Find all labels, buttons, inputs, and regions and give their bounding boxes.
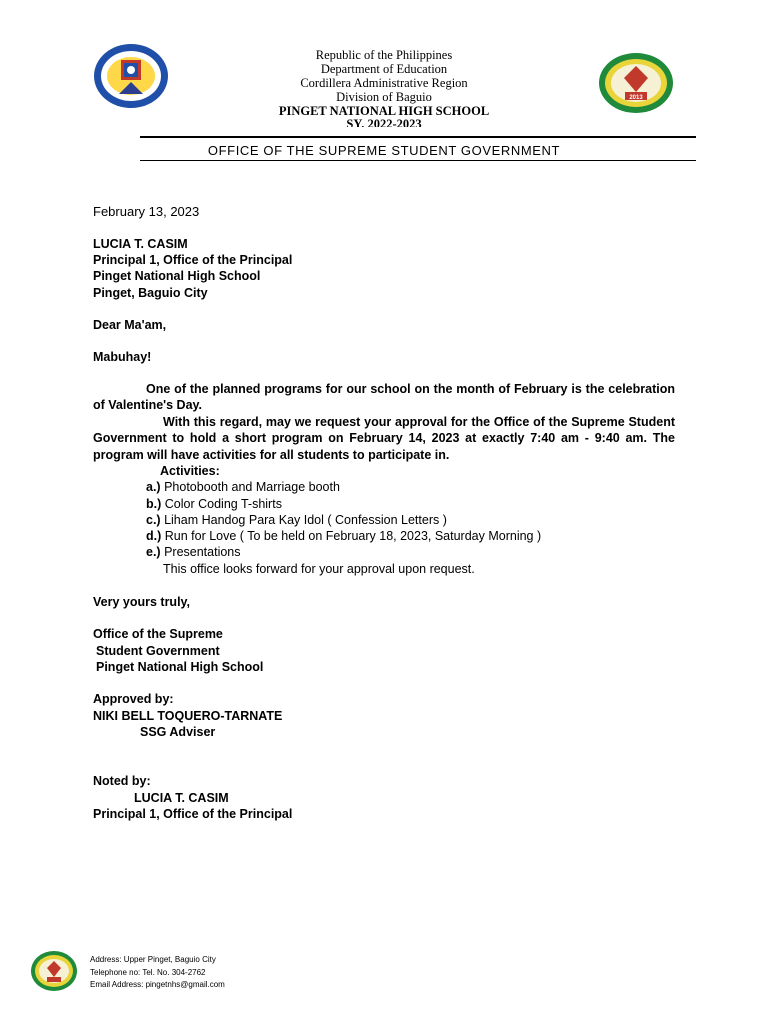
paragraph-closing: This office looks forward for your approval upon request. bbox=[163, 562, 475, 576]
header-department: Department of Education bbox=[320, 62, 448, 76]
activity-item bbox=[146, 528, 541, 544]
activity-text: Liham Handog Para Kay Idol ( Confession Letters ) bbox=[164, 513, 447, 527]
approved-name: NIKI BELL TOQUERO-TARNATE bbox=[93, 709, 283, 723]
signature-line-3: Pinget National High School bbox=[96, 660, 264, 674]
activities-title: Activities: bbox=[160, 464, 220, 478]
activity-item bbox=[146, 512, 447, 528]
activity-text: Photobooth and Marriage booth bbox=[164, 480, 340, 494]
recipient-school: Pinget National High School bbox=[93, 269, 261, 283]
activity-text: Run for Love ( To be held on February 18, 2023, Saturday Morning ) bbox=[164, 529, 542, 543]
header-school-year: SY. 2022-2023 bbox=[346, 117, 422, 127]
header-divider-bottom bbox=[140, 160, 696, 161]
letter-date: February 13, 2023 bbox=[93, 204, 200, 219]
activity-letter: c.) bbox=[146, 513, 161, 527]
approved-title: SSG Adviser bbox=[140, 725, 216, 739]
activity-letter: b.) bbox=[146, 497, 162, 511]
activity-item bbox=[146, 544, 241, 560]
noted-title: Principal 1, Office of the Principal bbox=[93, 807, 293, 821]
header-divider-top bbox=[140, 136, 696, 138]
paragraph-request: With this regard, may we request your approval for the Office of the Supreme Student Government to hold a short program on February 14, 2023 at exactly 7:40 am - 9:40 am. The program will have activities for all students to participate in. bbox=[93, 415, 675, 462]
svg-text:2013: 2013 bbox=[629, 95, 643, 101]
activity-letter: e.) bbox=[146, 545, 161, 559]
activity-text: Presentations bbox=[164, 545, 241, 559]
signature-line-1: Office of the Supreme bbox=[93, 627, 223, 641]
noted-name: LUCIA T. CASIM bbox=[134, 791, 229, 805]
activity-letter: d.) bbox=[146, 529, 162, 543]
activity-item bbox=[146, 479, 340, 495]
signature-line-2: Student Government bbox=[96, 644, 220, 658]
recipient-position: Principal 1, Office of the Principal bbox=[93, 253, 293, 267]
header-division: Division of Baguio bbox=[336, 90, 432, 104]
approved-label: Approved by: bbox=[93, 692, 174, 706]
footer-school-logo bbox=[30, 950, 78, 992]
noted-label: Noted by: bbox=[93, 774, 151, 788]
footer-telephone: Telephone no: Tel. No. 304-2762 bbox=[90, 968, 206, 977]
header-region: Cordillera Administrative Region bbox=[300, 76, 468, 90]
activity-text: Color Coding T-shirts bbox=[164, 497, 282, 511]
salutation: Dear Ma'am, bbox=[93, 318, 167, 332]
header-school-name: PINGET NATIONAL HIGH SCHOOL bbox=[278, 104, 490, 118]
header-republic: Republic of the Philippines bbox=[315, 48, 453, 62]
footer-address: Address: Upper Pinget, Baguio City bbox=[90, 955, 216, 964]
recipient-name: LUCIA T. CASIM bbox=[93, 237, 188, 251]
office-title: OFFICE OF THE SUPREME STUDENT GOVERNMENT bbox=[207, 143, 561, 158]
closing: Very yours truly, bbox=[93, 595, 191, 609]
footer-email: Email Address: pingetnhs@gmail.com bbox=[90, 980, 225, 989]
recipient-address: Pinget, Baguio City bbox=[93, 286, 208, 300]
greeting: Mabuhay! bbox=[93, 350, 152, 364]
activity-item bbox=[146, 496, 282, 512]
paragraph-intro: One of the planned programs for our school on the month of February is the celebration of Valentine's Day. bbox=[93, 382, 675, 413]
activity-letter: a.) bbox=[146, 480, 161, 494]
